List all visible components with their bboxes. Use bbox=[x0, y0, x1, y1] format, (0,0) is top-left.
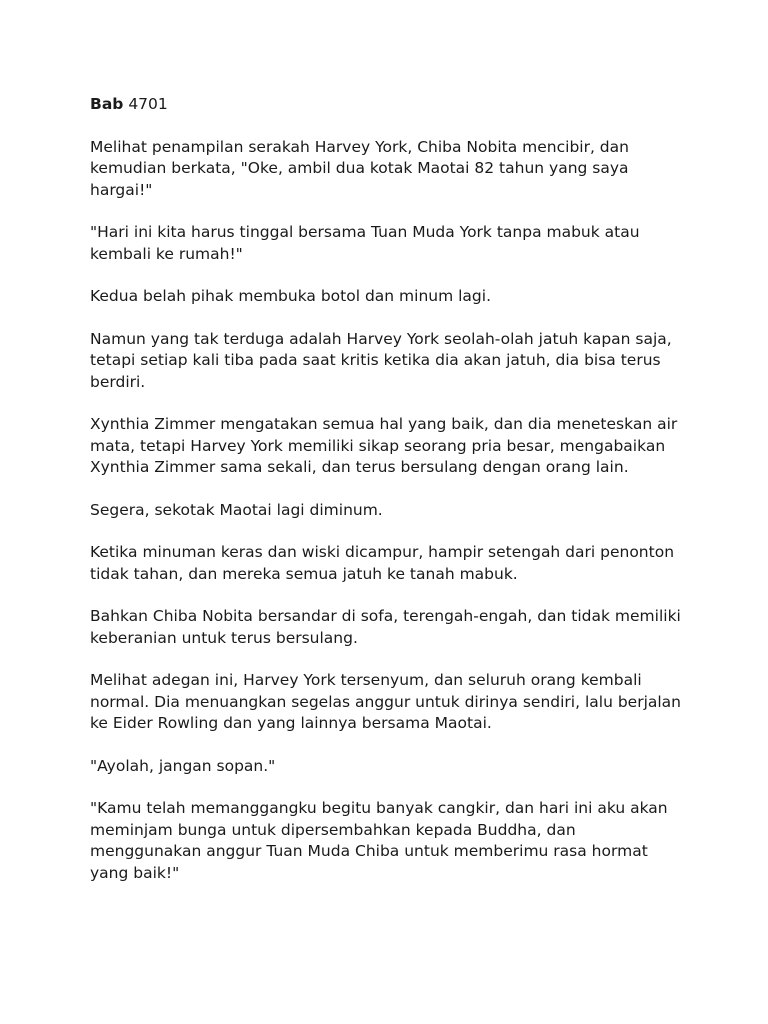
paragraph-5: Xynthia Zimmer mengatakan semua hal yang baik, dan dia meneteskan air mata, tetapi Harvey York memiliki sikap seorang pria besar, mengabaikan Xynthia Zimmer sama sekali, dan terus bersulang dengan orang lain. bbox=[90, 415, 678, 476]
paragraph-4: Namun yang tak terduga adalah Harvey York seolah-olah jatuh kapan saja, tetapi setiap kali tiba pada saat kritis ketika dia akan jatuh, dia bisa terus berdiri. bbox=[90, 329, 672, 391]
paragraph-6: Segera, sekotak Maotai lagi diminum. bbox=[90, 500, 383, 519]
chapter-number: 4701 bbox=[128, 95, 168, 113]
paragraph-9: Melihat adegan ini, Harvey York tersenyum, dan seluruh orang kembali normal. Dia menuangkan segelas anggur untuk dirinya sendiri, lalu berjalan ke Eider Rowling dan yang lainnya bersama Maotai. bbox=[90, 671, 681, 732]
chapter-heading bbox=[90, 94, 688, 116]
chapter-label: Bab bbox=[90, 95, 124, 113]
paragraph-7: Ketika minuman keras dan wiski dicampur, hampir setengah dari penonton tidak tahan, dan mereka semua jatuh ke tanah mabuk. bbox=[90, 543, 675, 583]
paragraph-8: Bahkan Chiba Nobita bersandar di sofa, terengah-engah, dan tidak memiliki keberanian untuk terus bersulang. bbox=[90, 607, 681, 647]
paragraph-11: "Kamu telah memanggangku begitu banyak cangkir, dan hari ini aku akan meminjam bunga untuk dipersembahkan kepada Buddha, dan menggunakan anggur Tuan Muda Chiba untuk memberimu rasa hormat yang baik!" bbox=[90, 799, 668, 882]
paragraph-2: "Hari ini kita harus tinggal bersama Tuan Muda York tanpa mabuk atau kembali ke rumah!" bbox=[90, 223, 640, 263]
paragraph-1: Melihat penampilan serakah Harvey York, Chiba Nobita mencibir, dan kemudian berkata, "Oke, ambil dua kotak Maotai 82 tahun yang saya hargai!" bbox=[90, 137, 629, 199]
paragraph-3: Kedua belah pihak membuka botol dan minum lagi. bbox=[90, 287, 492, 305]
paragraph-10: "Ayolah, jangan sopan." bbox=[90, 756, 276, 775]
